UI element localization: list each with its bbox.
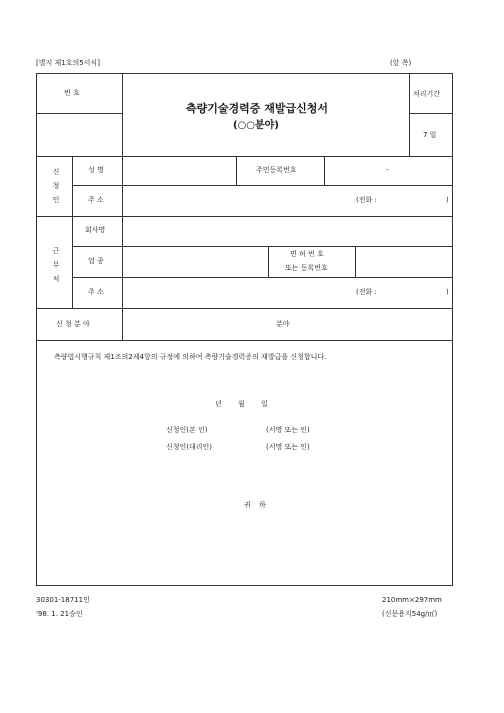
company-name-label: 회사명 <box>85 226 106 234</box>
registration-number-label: 또는 등록번호 <box>285 264 328 272</box>
approval-date: '98. 1. 21승인 <box>36 610 83 618</box>
form-code: 30301-18711민 <box>36 596 90 604</box>
name-label: 성 명 <box>88 166 104 174</box>
divider <box>122 308 123 340</box>
border-left <box>36 73 37 586</box>
number-label: 번 호 <box>64 89 80 97</box>
border-bottom <box>36 585 453 586</box>
resident-number-label: 주민등록번호 <box>256 166 297 174</box>
divider <box>36 216 453 217</box>
applicant-group-label: 신 청 인 <box>52 168 60 204</box>
paper-type: (신문용지54g/㎡) <box>382 610 438 618</box>
divider <box>36 113 123 114</box>
signer-proxy-sign: (서명 또는 인) <box>266 443 310 451</box>
divider <box>72 185 453 186</box>
divider <box>409 113 453 114</box>
signer-self-sign: (서명 또는 인) <box>266 426 310 434</box>
border-top <box>36 73 453 74</box>
divider <box>122 73 123 156</box>
processing-period-value: 7 일 <box>423 131 437 139</box>
applicant-address-label: 주 소 <box>88 196 104 204</box>
workplace-phone-label: (전화 : <box>356 288 377 296</box>
processing-period-label: 처리기간 <box>413 90 441 98</box>
form-reference: [별지 제1호의5서식] <box>36 59 100 67</box>
border-right <box>452 73 453 586</box>
divider <box>324 156 325 185</box>
signer-proxy-label: 신청인(대리인) <box>166 443 213 451</box>
document-title: 측량기술경력증 재발급신청서 <box>186 102 328 115</box>
application-date: 년 월 일 <box>215 400 268 408</box>
signer-self-label: 신청인(본 인) <box>166 426 208 434</box>
workplace-address-label: 주 소 <box>88 288 104 296</box>
applicant-phone-label: (전화 : <box>356 196 377 204</box>
license-number-label: 면 허 번 호 <box>290 250 324 258</box>
divider <box>122 216 123 308</box>
divider <box>36 156 453 157</box>
divider <box>36 340 453 341</box>
application-field-value: 분야 <box>276 320 290 328</box>
divider <box>122 156 123 216</box>
divider <box>268 246 269 277</box>
divider <box>236 156 237 185</box>
applicant-phone-close: ) <box>446 196 449 204</box>
divider <box>355 246 356 277</box>
workplace-phone-close: ) <box>446 288 449 296</box>
application-statement: 측량법시행규칙 제1조의2제4항의 규정에 의하여 측량기술경력증의 재발급을 신청합니다. <box>54 353 327 361</box>
page-side-label: (앞 쪽) <box>390 59 412 67</box>
workplace-group-label: 근 무 처 <box>52 247 60 283</box>
divider <box>72 156 73 216</box>
business-type-label: 업 종 <box>88 257 104 265</box>
divider <box>72 216 73 308</box>
divider <box>72 277 453 278</box>
addressee: 귀 하 <box>244 501 266 509</box>
divider <box>409 73 410 156</box>
divider <box>36 308 453 309</box>
document-subtitle: (○○분야) <box>233 120 279 131</box>
divider <box>72 246 453 247</box>
application-field-label: 신 청 분 야 <box>56 320 90 328</box>
paper-size: 210mm×297mm <box>382 596 442 604</box>
resident-number-dash: - <box>386 166 389 174</box>
